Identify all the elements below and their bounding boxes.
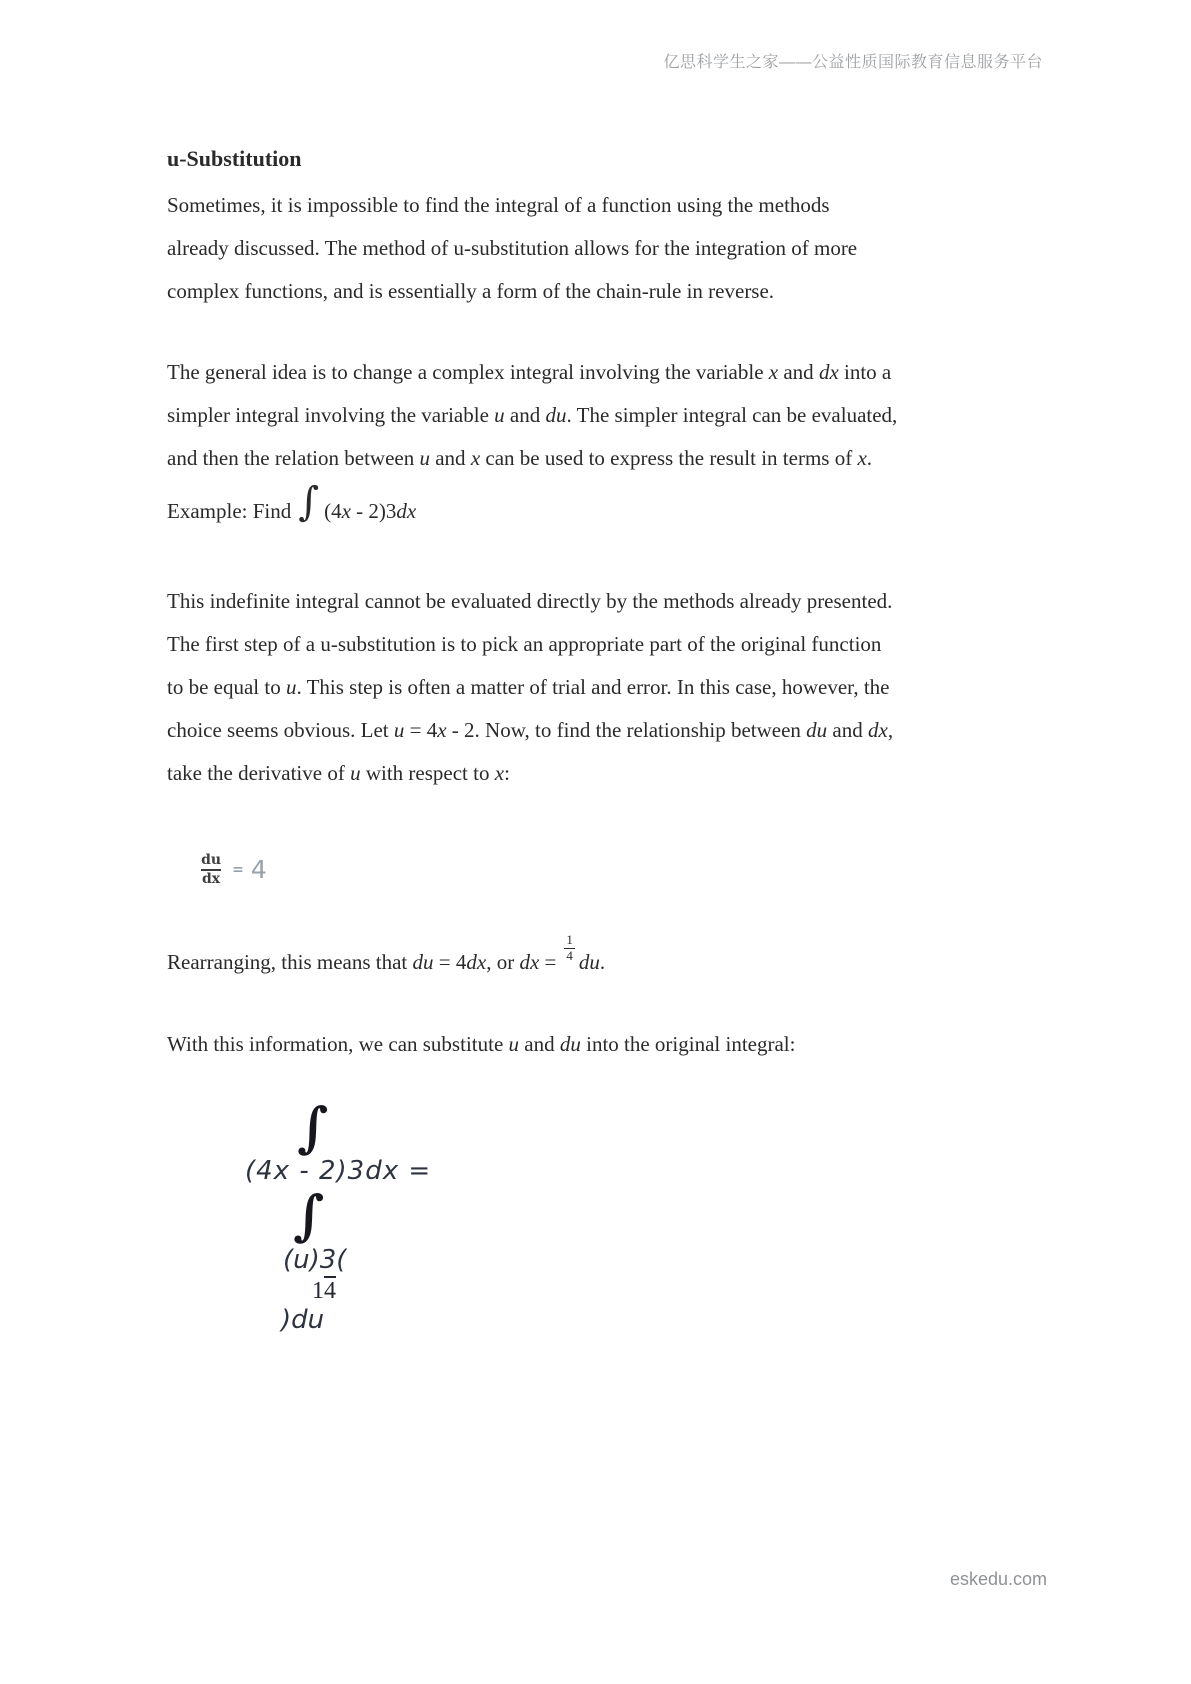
text-line: [167, 351, 1067, 394]
text-segment: The general idea is to change a complex integral involving the variable: [167, 360, 769, 384]
fraction-numerator: 1: [312, 1278, 324, 1304]
derivative-value: 4: [250, 855, 267, 885]
text-line: [167, 752, 1067, 795]
math-variable: du: [412, 949, 434, 974]
text-segment: simpler integral involving the variable: [167, 403, 495, 427]
math-variable: x: [768, 360, 779, 384]
text-segment: , or: [486, 949, 520, 974]
text-segment: . The simpler integral can be evaluated,: [566, 403, 898, 427]
text-segment: and: [504, 403, 546, 427]
paragraph-1: [167, 184, 1067, 313]
text-line: [167, 1023, 1067, 1066]
math-variable: du: [545, 403, 567, 427]
text-line: [167, 394, 1067, 437]
text-segment: = 4: [433, 949, 467, 974]
text-segment: and: [778, 360, 819, 384]
math-variable: x: [470, 446, 481, 470]
math-variable: du: [578, 949, 600, 974]
paragraph-3: [167, 580, 1067, 795]
text-segment: and then the relation between: [167, 446, 420, 470]
math-variable: u: [350, 761, 361, 785]
math-variable: u: [508, 1032, 520, 1056]
site-banner: 亿思科学生之家——公益性质国际教育信息服务平台: [663, 54, 1043, 71]
text-line: [167, 709, 1067, 752]
integral-sign-icon: ∫: [293, 1183, 325, 1247]
text-line: [167, 580, 1067, 623]
text-line: [167, 270, 1067, 313]
text-line: [167, 437, 1067, 480]
math-variable: dx: [396, 499, 417, 523]
text-segment: Sometimes, it is impossible to find the integral of a function using the methods: [167, 193, 830, 217]
formula-line: )du: [281, 1305, 325, 1336]
text-segment: The first step of a u-substitution is to pick an appropriate part of the original function: [167, 632, 882, 656]
text-segment: and: [827, 718, 868, 742]
math-variable: u: [494, 403, 505, 427]
text-segment: with respect to: [360, 761, 495, 785]
math-variable: dx: [868, 718, 888, 742]
text-segment: - 2)3: [350, 499, 397, 523]
text-line: [167, 623, 1067, 666]
text-segment: into a: [838, 360, 892, 384]
text-segment: Example: Find: [167, 499, 292, 523]
text-line: [167, 933, 1067, 984]
example-line: [167, 479, 1067, 533]
text-segment: :: [504, 761, 510, 785]
formula-line: (4x - 2)3dx =: [245, 1156, 432, 1186]
text-segment: This indefinite integral cannot be evaluated directly by the methods already presented.: [167, 589, 893, 613]
fraction-denominator: 4: [566, 947, 573, 963]
fraction-numerator: du: [201, 852, 222, 868]
du-dx-fraction: [201, 852, 221, 888]
paragraph-5: [167, 1023, 1067, 1066]
math-variable: u: [285, 675, 297, 699]
math-variable: u: [419, 446, 430, 470]
math-variable: x: [857, 446, 867, 470]
math-variable: x: [494, 761, 505, 785]
text-segment: to be equal to: [167, 675, 286, 699]
paragraph-2: [167, 351, 1067, 480]
one-quarter-fraction: [564, 933, 575, 964]
math-variable: u: [393, 718, 405, 742]
math-variable: x: [341, 499, 351, 523]
text-segment: Rearranging, this means that: [167, 949, 413, 974]
text-segment: - 2. Now, to find the relationship between: [446, 718, 807, 742]
paragraph-4: [167, 933, 1067, 984]
derivative-formula: [201, 852, 267, 888]
fraction-denominator: dx: [202, 870, 221, 887]
text-segment: take the derivative of: [167, 761, 351, 785]
text-line: [167, 479, 1067, 533]
fraction-numerator: 1: [566, 932, 573, 947]
integral-sign-icon: ∫: [298, 479, 320, 525]
equals-sign: =: [232, 861, 244, 878]
formula-line: (u)3(: [283, 1245, 347, 1275]
page-title: u-Substitution: [167, 146, 302, 171]
text-segment: into the original integral:: [580, 1032, 796, 1056]
text-segment: can be used to express the result in terms of: [480, 446, 858, 470]
text-line: [167, 184, 1067, 227]
math-variable: dx: [519, 949, 540, 974]
text-segment: complex functions, and is essentially a form of the chain-rule in reverse.: [167, 279, 775, 303]
fraction-denominator: 4: [324, 1278, 336, 1304]
text-line: [167, 666, 1067, 709]
text-segment: (4: [324, 499, 342, 523]
text-segment: =: [539, 949, 557, 974]
text-segment: and: [519, 1032, 560, 1056]
text-segment: . This step is often a matter of trial and error. In this case, however, the: [296, 675, 890, 699]
math-variable: du: [806, 718, 828, 742]
text-segment: and: [429, 446, 471, 470]
math-variable: du: [559, 1032, 581, 1056]
text-segment: With this information, we can substitute: [167, 1032, 509, 1056]
text-segment: ,: [887, 718, 894, 742]
text-line: [167, 227, 1067, 270]
one-quarter-fraction: [309, 1278, 339, 1304]
text-segment: choice seems obvious. Let: [167, 718, 394, 742]
footer-site-url: eskedu.com: [949, 1569, 1047, 1589]
text-segment: .: [599, 949, 606, 974]
text-segment: already discussed. The method of u-substitution allows for the integration of more: [167, 236, 858, 260]
text-segment: .: [866, 446, 873, 470]
integral-sign-icon: ∫: [297, 1095, 329, 1159]
math-variable: dx: [818, 360, 839, 384]
substituted-integral-formula: [245, 1095, 432, 1336]
math-variable: x: [437, 718, 447, 742]
math-variable: dx: [466, 949, 487, 974]
text-segment: = 4: [404, 718, 438, 742]
